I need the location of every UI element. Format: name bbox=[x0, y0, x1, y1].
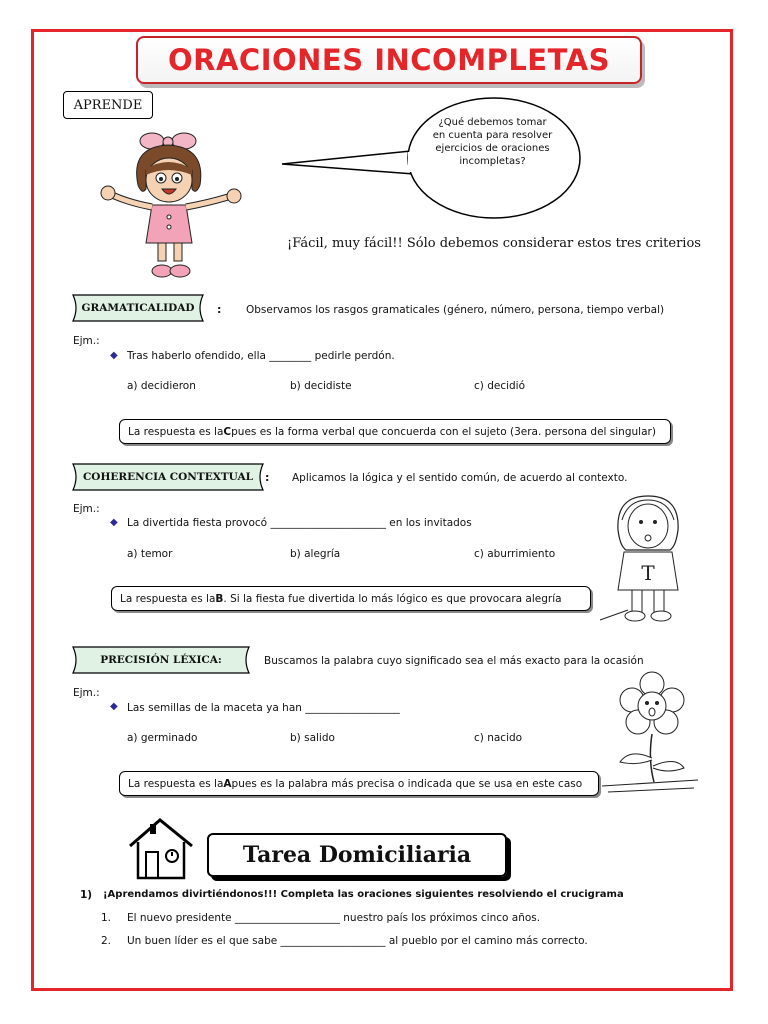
answer-box bbox=[119, 771, 599, 796]
section-description: Buscamos la palabra cuyo significado sea el más exacto para la ocasión bbox=[264, 655, 644, 667]
house-icon bbox=[126, 816, 196, 882]
homework-item: Un buen líder es el que sabe ____________________ al pueblo por el camino más correcto. bbox=[127, 935, 588, 947]
answer-key: C bbox=[223, 425, 232, 438]
homework-item: El nuevo presidente ____________________ nuestro país los próximos cinco años. bbox=[127, 912, 541, 924]
bubble-text bbox=[420, 116, 565, 168]
option-c: c) nacido bbox=[474, 732, 523, 744]
colon: : bbox=[217, 303, 222, 316]
answer-box bbox=[111, 586, 591, 611]
answer-explanation: pues es la forma verbal que concuerda con el sujeto (3era. persona del singular) bbox=[231, 425, 656, 438]
flower-illustration bbox=[598, 670, 702, 800]
page-title: ORACIONES INCOMPLETAS bbox=[168, 43, 610, 77]
answer-key: A bbox=[223, 777, 232, 790]
example-sentence: La divertida fiesta provocó ______________________ en los invitados bbox=[127, 517, 472, 529]
homework-number: 1) bbox=[80, 889, 93, 901]
bullet-diamond-icon: ◆ bbox=[110, 701, 118, 712]
bullet-diamond-icon: ◆ bbox=[110, 350, 118, 361]
option-c: c) decidió bbox=[474, 380, 526, 392]
example-label: Ejm.: bbox=[73, 687, 100, 699]
svg-text:T: T bbox=[641, 561, 655, 585]
option-b: b) alegría bbox=[290, 548, 341, 560]
bubble-line: ¿Qué debemos tomar bbox=[438, 117, 547, 128]
section-description: Observamos los rasgos gramaticales (género, número, persona, tiempo verbal) bbox=[246, 304, 665, 316]
option-a: a) germinado bbox=[127, 732, 198, 744]
homework-item-number: 1. bbox=[101, 912, 112, 924]
banner-gramaticalidad bbox=[67, 293, 209, 323]
girl-illustration bbox=[100, 125, 260, 285]
child-illustration bbox=[598, 490, 698, 630]
example-sentence: Tras haberlo ofendido, ella ________ pedirle perdón. bbox=[127, 350, 395, 362]
answer-text: La respuesta es la bbox=[120, 592, 216, 605]
bubble-line: incompletas? bbox=[459, 156, 526, 167]
answer-explanation: . Si la fiesta fue divertida lo más lógico es que provocara alegría bbox=[223, 592, 562, 605]
aprende-label: APRENDE bbox=[63, 91, 153, 119]
banner-precision bbox=[67, 645, 255, 675]
bubble-line: en cuenta para resolver bbox=[432, 130, 553, 141]
answer-box bbox=[119, 419, 671, 444]
option-a: a) decidieron bbox=[127, 380, 196, 392]
answer-key: B bbox=[215, 592, 224, 605]
banner-coherencia bbox=[67, 462, 269, 492]
option-b: b) salido bbox=[290, 732, 335, 744]
example-sentence: Las semillas de la maceta ya han __________________ bbox=[127, 702, 400, 714]
homework-item-number: 2. bbox=[101, 935, 112, 947]
option-b: b) decidiste bbox=[290, 380, 352, 392]
bubble-line: ejercicios de oraciones bbox=[435, 143, 550, 154]
banner-label: PRECISIÓN LÉXICA: bbox=[100, 654, 222, 666]
section-description: Aplicamos la lógica y el sentido común, de acuerdo al contexto. bbox=[292, 472, 628, 484]
example-label: Ejm.: bbox=[73, 335, 100, 347]
colon: : bbox=[265, 471, 270, 484]
option-c: c) aburrimiento bbox=[474, 548, 556, 560]
title-box bbox=[136, 36, 642, 84]
answer-text: La respuesta es la bbox=[128, 777, 224, 790]
answer-explanation: pues es la palabra más precisa o indicada que se usa en este caso bbox=[231, 777, 583, 790]
banner-label: COHERENCIA CONTEXTUAL bbox=[82, 471, 254, 483]
intro-text: ¡Fácil, muy fácil!! Sólo debemos considerar estos tres criterios bbox=[287, 236, 701, 251]
homework-instruction: ¡Aprendamos divirtiéndonos!!! Completa las oraciones siguientes resolviendo el crucigrama bbox=[103, 889, 624, 900]
option-a: a) temor bbox=[127, 548, 173, 560]
example-label: Ejm.: bbox=[73, 503, 100, 515]
tarea-title: Tarea Domiciliaria bbox=[207, 833, 507, 877]
answer-text: La respuesta es la bbox=[128, 425, 224, 438]
bullet-diamond-icon: ◆ bbox=[110, 517, 118, 528]
banner-label: GRAMATICALIDAD bbox=[81, 302, 195, 314]
